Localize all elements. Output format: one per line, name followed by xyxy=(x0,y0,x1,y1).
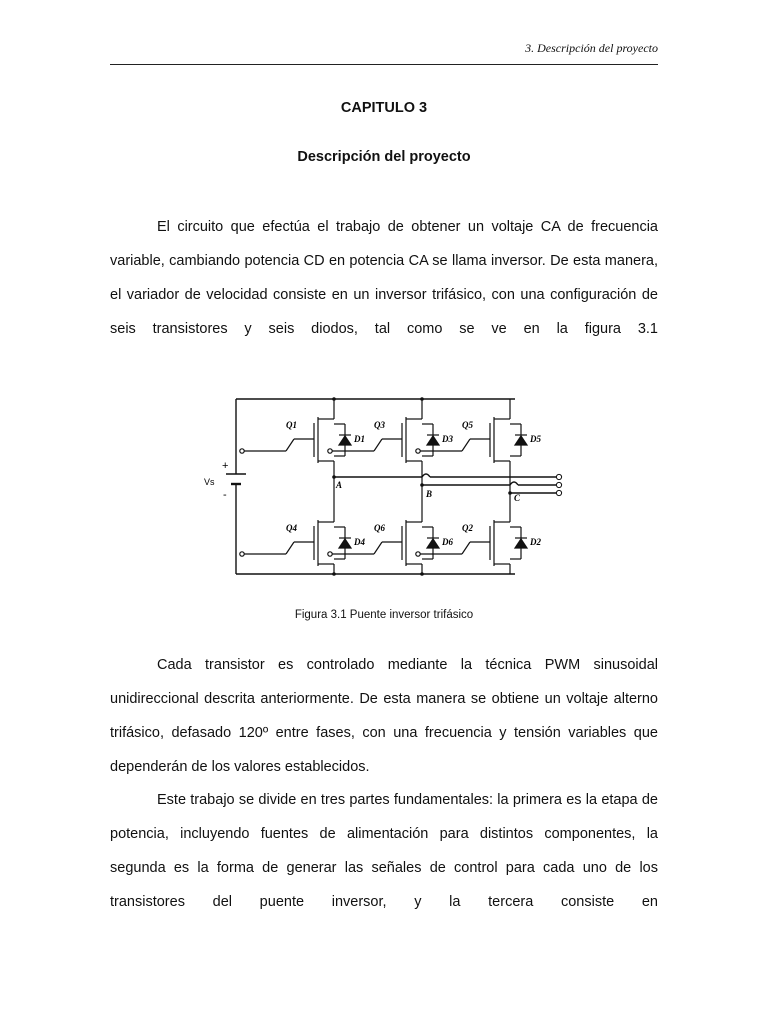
lower-switch-3-d-label: D2 xyxy=(530,537,541,547)
terminal-a xyxy=(556,474,561,479)
upper-switch-2-d-label: D3 xyxy=(442,434,453,444)
node-label-c: C xyxy=(514,493,521,503)
lower-switch-2-d-label: D6 xyxy=(442,537,453,547)
upper-switch-3-d-label: D5 xyxy=(530,434,541,444)
upper-switch-2-q-label: Q3 xyxy=(374,420,385,430)
source-label: Vs xyxy=(204,477,215,487)
terminal-c xyxy=(556,490,561,495)
running-header: 3. Descripción del proyecto xyxy=(525,41,658,55)
paragraph-2: Cada transistor es controlado mediante la técnica PWM sinusoidal unidireccional descrita anteriormente. De esta manera se obtiene un voltaje alterno trifásico, defasado 120º entre fases, con una frecuencia y tensión variables que dependerán de los valores establecidos. xyxy=(110,657,658,775)
inverter-circuit-figure xyxy=(200,384,570,584)
lower-switch-1 xyxy=(240,502,351,574)
section-title: Descripción del proyecto xyxy=(297,149,471,165)
upper-switch-3-q-label: Q5 xyxy=(462,420,473,430)
header-rule xyxy=(110,64,658,65)
minus-sign: - xyxy=(223,489,227,501)
paragraph-3: Este trabajo se divide en tres partes fundamentales: la primera es la etapa de potencia, incluyendo fuentes de alimentación para distintos componentes, la segunda es la forma de generar las señales de control para cada uno de los transistores del puente inversor, y la tercera consiste en xyxy=(110,792,658,910)
paragraph-1: El circuito que efectúa el trabajo de obtener un voltaje CA de frecuencia variable, cambiando potencia CD en potencia CA se llama inversor. De esta manera, el variador de velocidad consiste en un inversor trifásico, con una configuración de seis transistores y seis diodos, tal como se ve en la figura 3.1 xyxy=(110,219,658,337)
lower-switch-1-q-label: Q4 xyxy=(286,523,297,533)
upper-switch-1 xyxy=(240,399,351,477)
plus-sign: + xyxy=(222,460,229,472)
terminal-b xyxy=(556,482,561,487)
lower-switch-3-q-label: Q2 xyxy=(462,523,473,533)
chapter-title: CAPITULO 3 xyxy=(340,100,428,116)
upper-switch-1-q-label: Q1 xyxy=(286,420,297,430)
node-label-b: B xyxy=(426,489,433,499)
node-label-a: A xyxy=(336,480,343,490)
lower-switch-1-d-label: D4 xyxy=(354,537,365,547)
lower-switch-2-q-label: Q6 xyxy=(374,523,385,533)
upper-switch-1-d-label: D1 xyxy=(354,434,365,444)
figure-caption: Figura 3.1 Puente inversor trifásico xyxy=(294,609,474,621)
